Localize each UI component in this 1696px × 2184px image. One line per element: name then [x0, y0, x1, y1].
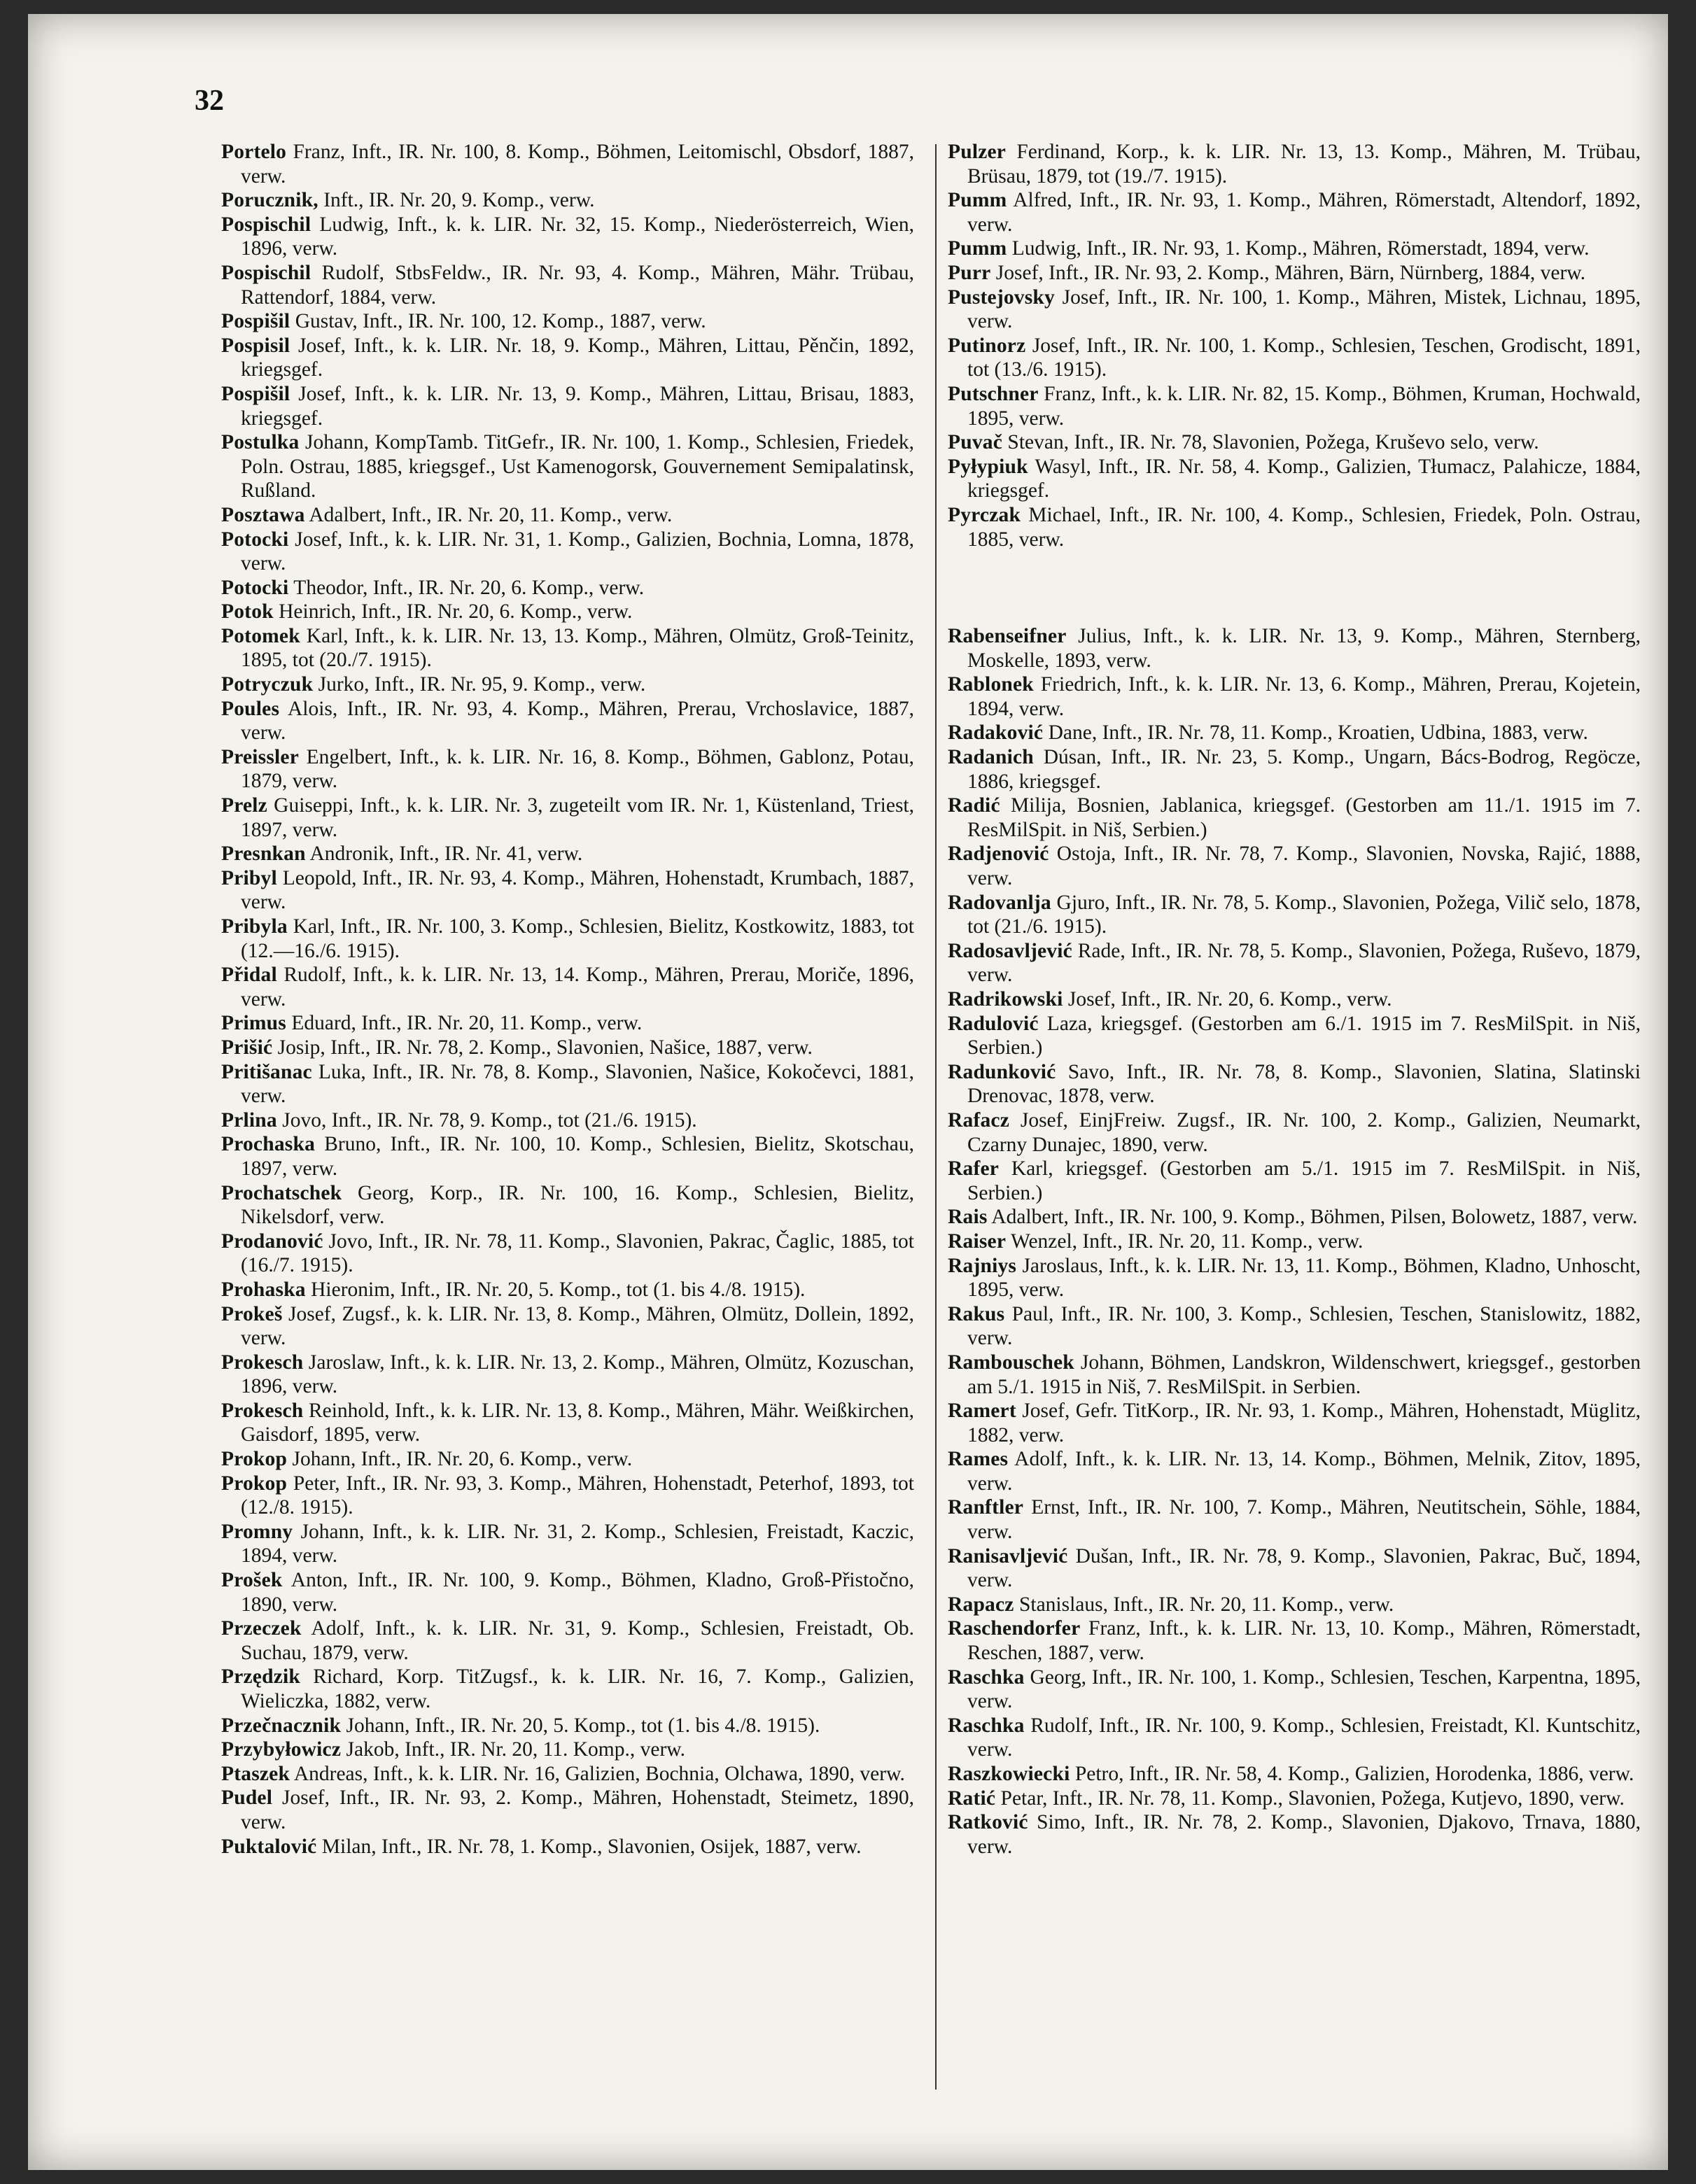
- entry-details: Dúsan, Inft., IR. Nr. 23, 5. Komp., Ungarn, Bács-Bodrog, Regöcze, 1886, kriegsgef.: [967, 746, 1641, 793]
- entry-details: Hieronim, Inft., IR. Nr. 20, 5. Komp., tot (1. bis 4./8. 1915).: [305, 1278, 806, 1301]
- register-entry: [948, 237, 1641, 261]
- register-entry: [221, 1108, 914, 1133]
- entry-details: Franz, Inft., k. k. LIR. Nr. 82, 15. Komp., Böhmen, Kruman, Hochwald, 1895, verw.: [967, 382, 1641, 430]
- register-entry: [948, 1810, 1641, 1859]
- register-entry: [221, 1447, 914, 1472]
- entry-details: Johann, Inft., IR. Nr. 20, 6. Komp., verw.: [287, 1448, 633, 1471]
- entry-surname: Porucznik,: [221, 189, 318, 212]
- register-entry: [948, 334, 1641, 382]
- register-entry: [221, 915, 914, 963]
- entry-details: Josef, EinjFreiw. Zugsf., IR. Nr. 100, 2. Komp., Galizien, Neumarkt, Czarny Dunajec, 1890, verw.: [967, 1108, 1641, 1156]
- entry-surname: Rambouschek: [948, 1351, 1074, 1374]
- entry-surname: Pyłypiuk: [948, 455, 1028, 478]
- entry-surname: Prohaska: [221, 1278, 306, 1301]
- register-entry: [221, 528, 914, 576]
- register-entry: [221, 1351, 914, 1399]
- entry-surname: Przeczek: [221, 1617, 302, 1640]
- entry-details: Josef, Inft., k. k. LIR. Nr. 18, 9. Komp., Mähren, Littau, Pěnčin, 1892, kriegsgef.: [241, 334, 914, 381]
- entry-surname: Prlina: [221, 1108, 277, 1132]
- register-entry: [948, 261, 1641, 286]
- entry-details: Jurko, Inft., IR. Nr. 95, 9. Komp., verw.: [313, 673, 646, 696]
- entry-surname: Przędzik: [221, 1665, 301, 1689]
- entry-details: Josef, Inft., IR. Nr. 20, 6. Komp., verw.: [1063, 988, 1392, 1010]
- entry-surname: Rafacz: [948, 1108, 1010, 1132]
- register-entry: [948, 1351, 1641, 1399]
- register-entry: [221, 382, 914, 430]
- entry-surname: Ranisavljević: [948, 1544, 1068, 1567]
- entry-details: Engelbert, Inft., k. k. LIR. Nr. 16, 8. Komp., Böhmen, Gablonz, Potau, 1879, verw.: [241, 745, 914, 793]
- entry-surname: Potocki: [221, 528, 289, 551]
- register-entry: [221, 1786, 914, 1834]
- register-entry: [948, 503, 1641, 551]
- entry-surname: Rakus: [948, 1302, 1005, 1325]
- register-entry: [948, 1762, 1641, 1787]
- register-entry: [948, 455, 1641, 503]
- register-entry: [221, 1738, 914, 1762]
- entry-surname: Pulzer: [948, 141, 1007, 163]
- register-entry: [221, 503, 914, 528]
- register-entry: [948, 672, 1641, 721]
- register-entry: [221, 1132, 914, 1181]
- entry-surname: Rajniys: [948, 1254, 1017, 1277]
- entry-details: Savo, Inft., IR. Nr. 78, 8. Komp., Slavonien, Slatina, Slatinski Drenovac, 1878, verw.: [967, 1060, 1641, 1108]
- entry-surname: Prochaska: [221, 1133, 316, 1156]
- column-divider: [935, 144, 937, 2090]
- right-column: [948, 140, 1641, 1859]
- entry-details: Milija, Bosnien, Jablanica, kriegsgef. (Gestorben am 11./1. 1915 im 7. ResMilSpit. in Niš, Serbien.): [967, 794, 1641, 841]
- entry-surname: Prošek: [221, 1569, 283, 1592]
- entry-details: Richard, Korp. TitZugsf., k. k. LIR. Nr. 16, 7. Komp., Galizien, Wieliczka, 1882, verw.: [241, 1665, 914, 1712]
- entry-surname: Prokop: [221, 1472, 288, 1495]
- entry-surname: Rabenseifner: [948, 625, 1067, 648]
- entry-surname: Puktalović: [221, 1835, 317, 1858]
- entry-surname: Presnkan: [221, 843, 306, 866]
- register-entry: [221, 140, 914, 188]
- entry-details: Jaroslaw, Inft., k. k. LIR. Nr. 13, 2. Komp., Mähren, Olmütz, Kozuschan, 1896, verw.: [241, 1351, 914, 1398]
- entry-details: Josef, Inft., IR. Nr. 100, 1. Komp., Schlesien, Teschen, Grodischt, 1891, tot (13./6. 1915).: [967, 334, 1641, 381]
- entry-surname: Radić: [948, 794, 1000, 817]
- entry-surname: Radosavljević: [948, 939, 1072, 962]
- left-column: [221, 140, 914, 1859]
- entry-surname: Ratić: [948, 1787, 996, 1810]
- entry-details: Georg, Inft., IR. Nr. 100, 1. Komp., Schlesien, Teschen, Karpentna, 1895, verw.: [967, 1665, 1641, 1713]
- entry-details: Luka, Inft., IR. Nr. 78, 8. Komp., Slavonien, Našice, Kokočevci, 1881, verw.: [241, 1060, 914, 1108]
- register-entry: [948, 891, 1641, 939]
- register-entry: [221, 309, 914, 334]
- entry-details: Josip, Inft., IR. Nr. 78, 2. Komp., Slavonien, Našice, 1887, verw.: [272, 1036, 813, 1059]
- entry-details: Dane, Inft., IR. Nr. 78, 11. Komp., Kroatien, Udbina, 1883, verw.: [1043, 721, 1588, 745]
- register-entry: [948, 1787, 1641, 1811]
- entry-details: Karl, Inft., k. k. LIR. Nr. 13, 13. Komp., Mähren, Olmütz, Groß-Teinitz, 1895, tot (20./7. 1915).: [241, 624, 914, 672]
- register-entry: [948, 1205, 1641, 1230]
- entry-details: Bruno, Inft., IR. Nr. 100, 10. Komp., Schlesien, Bielitz, Skotschau, 1897, verw.: [241, 1133, 914, 1180]
- register-entry: [221, 794, 914, 842]
- entry-details: Ludwig, Inft., IR. Nr. 93, 1. Komp., Mähren, Römerstadt, 1894, verw.: [1007, 237, 1590, 260]
- entry-details: Andreas, Inft., k. k. LIR. Nr. 16, Galizien, Bochnia, Olchawa, 1890, verw.: [290, 1762, 905, 1785]
- entry-details: Michael, Inft., IR. Nr. 100, 4. Komp., Schlesien, Friedek, Poln. Ostrau, 1885, verw.: [967, 503, 1641, 551]
- entry-details: Guiseppi, Inft., k. k. LIR. Nr. 3, zugeteilt vom IR. Nr. 1, Küstenland, Triest, 1897, verw.: [241, 794, 914, 841]
- register-entry: [221, 1835, 914, 1859]
- register-entry: [221, 430, 914, 503]
- entry-details: Theodor, Inft., IR. Nr. 20, 6. Komp., verw.: [288, 576, 645, 599]
- register-entry: [221, 1714, 914, 1738]
- register-entry: [948, 1593, 1641, 1617]
- entry-surname: Pospischil: [221, 261, 311, 284]
- register-entry: [221, 1060, 914, 1108]
- entry-details: Rudolf, Inft., IR. Nr. 100, 9. Komp., Schlesien, Freistadt, Kl. Kuntschitz, verw.: [967, 1714, 1641, 1761]
- entry-surname: Radaković: [948, 721, 1044, 745]
- entry-details: Adalbert, Inft., IR. Nr. 100, 9. Komp., Böhmen, Pilsen, Bolowetz, 1887, verw.: [987, 1206, 1638, 1229]
- register-entry: [221, 576, 914, 600]
- entry-details: Stevan, Inft., IR. Nr. 78, Slavonien, Požega, Kruševo selo, verw.: [1002, 431, 1539, 454]
- entry-details: Jovo, Inft., IR. Nr. 78, 9. Komp., tot (21./6. 1915).: [276, 1108, 697, 1132]
- entry-details: Adolf, Inft., k. k. LIR. Nr. 13, 14. Komp., Böhmen, Melnik, Zitov, 1895, verw.: [967, 1448, 1641, 1495]
- entry-surname: Rablonek: [948, 673, 1034, 696]
- entry-details: Johann, Inft., IR. Nr. 20, 5. Komp., tot (1. bis 4./8. 1915).: [341, 1714, 820, 1737]
- register-entry: [221, 1399, 914, 1447]
- register-entry: [221, 600, 914, 624]
- entry-surname: Raschka: [948, 1714, 1025, 1737]
- entry-surname: Rais: [948, 1206, 988, 1229]
- register-entry: [221, 866, 914, 915]
- register-entry: [948, 1544, 1641, 1593]
- entry-details: Friedrich, Inft., k. k. LIR. Nr. 13, 6. Komp., Mähren, Prerau, Kojetein, 1894, verw.: [967, 673, 1641, 720]
- entry-details: Gjuro, Inft., IR. Nr. 78, 5. Komp., Slavonien, Požega, Vilič selo, 1878, tot (21./6. 1915).: [967, 891, 1641, 938]
- entry-surname: Raschendorfer: [948, 1617, 1081, 1640]
- entry-details: Peter, Inft., IR. Nr. 93, 3. Komp., Mähren, Hohenstadt, Peterhof, 1893, tot (12./8. 1915).: [241, 1472, 914, 1519]
- entry-surname: Preissler: [221, 745, 300, 768]
- register-entry: [221, 213, 914, 261]
- entry-surname: Radrikowski: [948, 988, 1063, 1010]
- page-number: 32: [195, 85, 224, 117]
- entry-surname: Rapacz: [948, 1593, 1014, 1616]
- register-entry: [948, 1157, 1641, 1205]
- register-entry: [221, 1520, 914, 1568]
- entry-details: Josef, Inft., IR. Nr. 100, 1. Komp., Mähren, Mistek, Lichnau, 1895, verw.: [967, 286, 1641, 333]
- entry-details: Josef, Zugsf., k. k. LIR. Nr. 13, 8. Komp., Mähren, Olmütz, Dollein, 1892, verw.: [241, 1302, 914, 1350]
- entry-surname: Pribyla: [221, 915, 288, 938]
- entry-surname: Przybyłowicz: [221, 1738, 342, 1761]
- entry-details: Reinhold, Inft., k. k. LIR. Nr. 13, 8. Komp., Mähren, Mähr. Weißkirchen, Gaisdorf, 1895, verw.: [241, 1399, 914, 1446]
- register-entry: [948, 624, 1641, 672]
- entry-details: Ostoja, Inft., IR. Nr. 78, 7. Komp., Slavonien, Novska, Rajić, 1888, verw.: [967, 843, 1641, 890]
- entry-surname: Prokesch: [221, 1351, 304, 1374]
- register-entry: [948, 745, 1641, 794]
- entry-surname: Potok: [221, 600, 274, 624]
- register-entry: [221, 334, 914, 382]
- entry-details: Georg, Korp., IR. Nr. 100, 16. Komp., Schlesien, Bielitz, Nikelsdorf, verw.: [241, 1181, 914, 1229]
- entry-surname: Rames: [948, 1448, 1009, 1471]
- entry-surname: Raschka: [948, 1665, 1025, 1689]
- register-entry: [948, 1665, 1641, 1714]
- section-gap: [948, 551, 1641, 624]
- register-entry: [221, 1472, 914, 1520]
- entry-details: Josef, Inft., IR. Nr. 93, 2. Komp., Mähren, Hohenstadt, Steimetz, 1890, verw.: [241, 1787, 914, 1833]
- entry-surname: Prokeš: [221, 1302, 283, 1325]
- register-entry: [948, 721, 1641, 745]
- entry-surname: Prišić: [221, 1036, 273, 1059]
- entry-details: Rudolf, StbsFeldw., IR. Nr. 93, 4. Komp., Mähren, Mähr. Trübau, Rattendorf, 1884, verw.: [241, 261, 914, 309]
- register-entry: [221, 1568, 914, 1616]
- register-entry: [948, 1230, 1641, 1254]
- entry-surname: Pospišil: [221, 310, 290, 333]
- entry-surname: Pyrczak: [948, 503, 1021, 526]
- scanned-page: [28, 14, 1668, 2170]
- entry-surname: Pospišil: [221, 382, 290, 405]
- entry-surname: Pritišanac: [221, 1060, 312, 1083]
- entry-surname: Prodanović: [221, 1230, 323, 1253]
- register-entry: [221, 624, 914, 672]
- register-entry: [221, 1011, 914, 1036]
- entry-surname: Radjenović: [948, 843, 1049, 866]
- entry-surname: Ranftler: [948, 1496, 1024, 1519]
- entry-details: Ludwig, Inft., k. k. LIR. Nr. 32, 15. Komp., Niederösterreich, Wien, 1896, verw.: [241, 213, 914, 260]
- entry-surname: Potryczuk: [221, 673, 314, 696]
- register-entry: [948, 987, 1641, 1012]
- register-entry: [221, 697, 914, 745]
- entry-surname: Putschner: [948, 382, 1039, 405]
- entry-details: Alfred, Inft., IR. Nr. 93, 1. Komp., Mähren, Römerstadt, Altendorf, 1892, verw.: [967, 189, 1641, 236]
- register-entry: [948, 1399, 1641, 1447]
- register-entry: [221, 745, 914, 794]
- entry-details: Ernst, Inft., IR. Nr. 100, 7. Komp., Mähren, Neutitschein, Söhle, 1884, verw.: [967, 1496, 1641, 1544]
- entry-details: Karl, kriegsgef. (Gestorben am 5./1. 1915 im 7. ResMilSpit. in Niš, Serbien.): [967, 1157, 1641, 1204]
- entry-surname: Potomek: [221, 624, 300, 647]
- entry-details: Franz, Inft., IR. Nr. 100, 8. Komp., Böhmen, Leitomischl, Obsdorf, 1887, verw.: [241, 141, 914, 188]
- entry-surname: Rafer: [948, 1157, 1000, 1181]
- entry-surname: Potocki: [221, 576, 289, 599]
- register-entry: [221, 1278, 914, 1302]
- entry-details: Dušan, Inft., IR. Nr. 78, 9. Komp., Slavonien, Pakrac, Buč, 1894, verw.: [967, 1544, 1641, 1592]
- entry-surname: Pudel: [221, 1787, 273, 1810]
- entry-surname: Radunković: [948, 1060, 1056, 1083]
- register-entry: [948, 1254, 1641, 1302]
- register-entry: [948, 1012, 1641, 1060]
- entry-surname: Raiser: [948, 1230, 1007, 1253]
- entry-details: Petar, Inft., IR. Nr. 78, 11. Komp., Slavonien, Požega, Kutjevo, 1890, verw.: [995, 1787, 1625, 1810]
- entry-details: Gustav, Inft., IR. Nr. 100, 12. Komp., 1887, verw.: [290, 310, 706, 333]
- entry-details: Anton, Inft., IR. Nr. 100, 9. Komp., Böhmen, Kladno, Groß-Přistočno, 1890, verw.: [241, 1569, 914, 1616]
- register-entry: [948, 140, 1641, 188]
- entry-surname: Prokesch: [221, 1399, 304, 1422]
- register-entry: [948, 430, 1641, 455]
- entry-surname: Pumm: [948, 189, 1007, 212]
- register-entry: [948, 382, 1641, 430]
- entry-surname: Pustejovsky: [948, 286, 1055, 309]
- register-entry: [948, 1495, 1641, 1544]
- entry-details: Jovo, Inft., IR. Nr. 78, 11. Komp., Slavonien, Pakrac, Čaglic, 1885, tot (16./7. 1915).: [241, 1230, 914, 1277]
- entry-details: Ferdinand, Korp., k. k. LIR. Nr. 13, 13. Komp., Mähren, M. Trübau, Brüsau, 1879, tot (19./7. 1915).: [967, 141, 1641, 188]
- entry-details: Petro, Inft., IR. Nr. 58, 4. Komp., Galizien, Horodenka, 1886, verw.: [1070, 1763, 1634, 1785]
- register-entry: [948, 1108, 1641, 1157]
- entry-details: Paul, Inft., IR. Nr. 100, 3. Komp., Schlesien, Teschen, Stanislowitz, 1882, verw.: [967, 1302, 1641, 1350]
- entry-surname: Ramert: [948, 1400, 1016, 1423]
- entry-details: Milan, Inft., IR. Nr. 78, 1. Komp., Slavonien, Osijek, 1887, verw.: [316, 1835, 862, 1858]
- entry-details: Karl, Inft., IR. Nr. 100, 3. Komp., Schlesien, Bielitz, Kostkowitz, 1883, tot (12.—16./6. 1915).: [241, 915, 914, 962]
- entry-details: Heinrich, Inft., IR. Nr. 20, 6. Komp., verw.: [273, 600, 633, 624]
- entry-details: Stanislaus, Inft., IR. Nr. 20, 11. Komp., verw.: [1014, 1593, 1394, 1616]
- register-entry: [221, 188, 914, 213]
- entry-details: Leopold, Inft., IR. Nr. 93, 4. Komp., Mähren, Hohenstadt, Krumbach, 1887, verw.: [241, 866, 914, 914]
- entry-details: Inft., IR. Nr. 20, 9. Komp., verw.: [318, 189, 595, 212]
- entry-surname: Raszkowiecki: [948, 1763, 1070, 1785]
- entry-details: Josef, Inft., IR. Nr. 93, 2. Komp., Mähren, Bärn, Nürnberg, 1884, verw.: [990, 261, 1586, 284]
- entry-details: Adalbert, Inft., IR. Nr. 20, 11. Komp., verw.: [304, 503, 673, 526]
- entry-details: Wenzel, Inft., IR. Nr. 20, 11. Komp., verw.: [1006, 1230, 1364, 1253]
- register-entry: [948, 939, 1641, 987]
- entry-details: Johann, Böhmen, Landskron, Wildenschwert, kriegsgef., gestorben am 5./1. 1915 in Niš, 7. ResMilSpit. in Serbien.: [967, 1351, 1641, 1398]
- register-entry: [221, 963, 914, 1011]
- register-entry: [221, 1036, 914, 1060]
- entry-details: Rade, Inft., IR. Nr. 78, 5. Komp., Slavonien, Požega, Ruševo, 1879, verw.: [967, 939, 1641, 987]
- entry-surname: Radulović: [948, 1012, 1039, 1035]
- register-entry: [221, 1181, 914, 1230]
- register-entry: [221, 672, 914, 697]
- entry-details: Josef, Inft., k. k. LIR. Nr. 31, 1. Komp., Galizien, Bochnia, Lomna, 1878, verw.: [241, 528, 914, 575]
- entry-surname: Poules: [221, 697, 280, 720]
- register-entry: [221, 1616, 914, 1665]
- register-entry: [948, 286, 1641, 334]
- entry-details: Josef, Inft., k. k. LIR. Nr. 13, 9. Komp., Mähren, Littau, Brisau, 1883, kriegsgef.: [241, 382, 914, 430]
- register-entry: [221, 1302, 914, 1351]
- entry-details: Alois, Inft., IR. Nr. 93, 4. Komp., Mähren, Prerau, Vrchoslavice, 1887, verw.: [241, 697, 914, 745]
- register-entry: [221, 1762, 914, 1787]
- entry-details: Josef, Gefr. TitKorp., IR. Nr. 93, 1. Komp., Mähren, Hohenstadt, Müglitz, 1882, verw.: [967, 1400, 1641, 1446]
- entry-surname: Pribyl: [221, 866, 277, 889]
- entry-surname: Prokop: [221, 1448, 288, 1471]
- entry-surname: Pospisil: [221, 334, 290, 357]
- entry-surname: Pumm: [948, 237, 1007, 260]
- entries-r: [948, 624, 1641, 1859]
- register-entry: [948, 794, 1641, 842]
- register-entry: [948, 1714, 1641, 1762]
- entry-surname: Radanich: [948, 746, 1034, 769]
- register-entry: [948, 1060, 1641, 1108]
- entry-details: Jaroslaus, Inft., k. k. LIR. Nr. 13, 11. Komp., Böhmen, Kladno, Unhoscht, 1895, verw.: [967, 1254, 1641, 1302]
- entry-details: Andronik, Inft., IR. Nr. 41, verw.: [305, 843, 583, 866]
- entry-surname: Primus: [221, 1012, 286, 1035]
- entry-details: Johann, KompTamb. TitGefr., IR. Nr. 100, 1. Komp., Schlesien, Friedek, Poln. Ostrau, 1885, kriegsgef., Ust Kamenogorsk, Gouvernement Semipalatinsk, Rußland.: [241, 431, 914, 502]
- entries-p: [948, 140, 1641, 551]
- entry-details: Eduard, Inft., IR. Nr. 20, 11. Komp., verw.: [286, 1012, 643, 1035]
- entry-surname: Postulka: [221, 431, 300, 454]
- entry-details: Franz, Inft., k. k. LIR. Nr. 13, 10. Komp., Mähren, Römerstadt, Reschen, 1887, verw.: [967, 1617, 1641, 1665]
- entry-surname: Přidal: [221, 964, 277, 987]
- entry-surname: Putinorz: [948, 334, 1026, 357]
- entry-surname: Przečnacznik: [221, 1714, 342, 1737]
- entry-details: Johann, Inft., k. k. LIR. Nr. 31, 2. Komp., Schlesien, Freistadt, Kaczic, 1894, verw.: [241, 1520, 914, 1567]
- entry-details: Rudolf, Inft., k. k. LIR. Nr. 13, 14. Komp., Mähren, Prerau, Moriče, 1896, verw.: [241, 964, 914, 1010]
- entry-details: Julius, Inft., k. k. LIR. Nr. 13, 9. Komp., Mähren, Sternberg, Moskelle, 1893, verw.: [967, 625, 1641, 672]
- entry-details: Laza, kriegsgef. (Gestorben am 6./1. 1915 im 7. ResMilSpit. in Niš, Serbien.): [967, 1012, 1641, 1059]
- register-entry: [948, 188, 1641, 237]
- entry-surname: Promny: [221, 1520, 293, 1543]
- entry-surname: Prochatschek: [221, 1181, 342, 1204]
- register-entry: [221, 842, 914, 866]
- entry-details: Jakob, Inft., IR. Nr. 20, 11. Komp., verw.: [341, 1738, 686, 1761]
- register-entry: [221, 1230, 914, 1278]
- register-entry: [948, 842, 1641, 890]
- register-entry: [948, 1447, 1641, 1495]
- entry-surname: Puvač: [948, 431, 1003, 454]
- entry-surname: Radovanlja: [948, 891, 1051, 914]
- entry-surname: Ratković: [948, 1811, 1028, 1834]
- register-entry: [221, 261, 914, 309]
- entry-details: Simo, Inft., IR. Nr. 78, 2. Komp., Slavonien, Djakovo, Trnava, 1880, verw.: [967, 1811, 1641, 1858]
- register-entry: [948, 1616, 1641, 1665]
- entry-surname: Portelo: [221, 141, 287, 163]
- entry-surname: Posztawa: [221, 503, 305, 526]
- entry-details: Wasyl, Inft., IR. Nr. 58, 4. Komp., Galizien, Tłumacz, Palahicze, 1884, kriegsgef.: [967, 455, 1641, 502]
- register-entry: [948, 1302, 1641, 1351]
- register-entry: [221, 1665, 914, 1713]
- entry-surname: Prelz: [221, 794, 267, 817]
- entry-surname: Pospischil: [221, 213, 311, 236]
- entry-details: Adolf, Inft., k. k. LIR. Nr. 31, 9. Komp., Schlesien, Freistadt, Ob. Suchau, 1879, verw.: [241, 1617, 914, 1664]
- entry-surname: Ptaszek: [221, 1762, 290, 1785]
- entry-surname: Purr: [948, 261, 991, 284]
